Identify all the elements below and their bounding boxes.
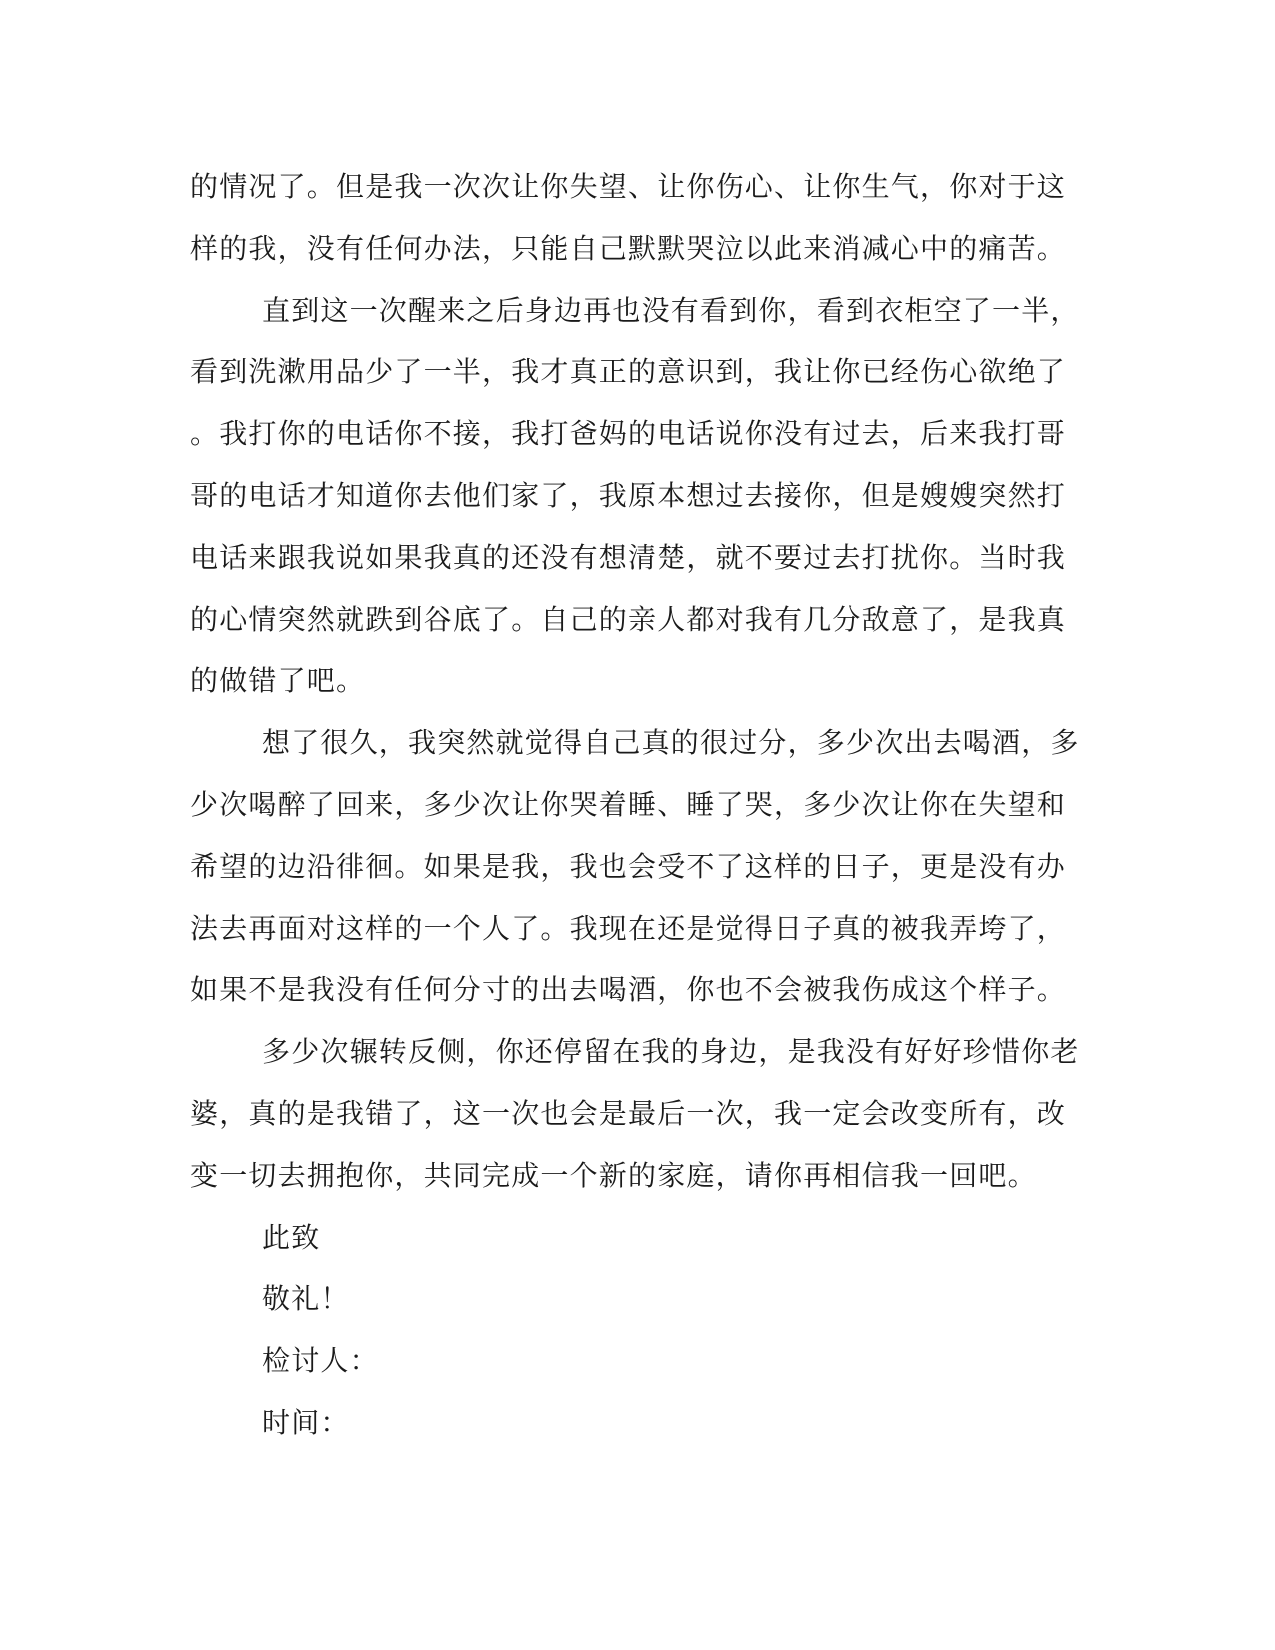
- text-line: 如果不是我没有任何分寸的出去喝酒，你也不会被我伤成这个样子。: [190, 973, 1067, 1007]
- letter-body: [190, 156, 1090, 1454]
- closing-salutation: 此致: [262, 1220, 321, 1254]
- text-line: 婆，真的是我错了，这一次也会是最后一次，我一定会改变所有，改: [190, 1096, 1067, 1130]
- text-line: 哥的电话才知道你去他们家了，我原本想过去接你，但是嫂嫂突然打: [190, 478, 1067, 512]
- text-line: 法去再面对这样的一个人了。我现在还是觉得日子真的被我弄垮了，: [190, 911, 1067, 945]
- text-line: 的做错了吧。: [190, 664, 366, 698]
- text-line: 希望的边沿徘徊。如果是我，我也会受不了这样的日子，更是没有办: [190, 849, 1067, 883]
- paragraph-start-line: 直到这一次醒来之后身边再也没有看到你，看到衣柜空了一半，: [262, 293, 1080, 327]
- text-line: 电话来跟我说如果我真的还没有想清楚，就不要过去打扰你。当时我: [190, 540, 1067, 574]
- signer-label: 检讨人：: [262, 1344, 379, 1378]
- text-line: 变一切去拥抱你，共同完成一个新的家庭，请你再相信我一回吧。: [190, 1158, 1037, 1192]
- text-line: 看到洗漱用品少了一半，我才真正的意识到，我让你已经伤心欲绝了: [190, 355, 1067, 389]
- text-line: 的情况了。但是我一次次让你失望、让你伤心、让你生气，你对于这: [190, 170, 1067, 203]
- text-line: 的心情突然就跌到谷底了。自己的亲人都对我有几分敌意了，是我真: [190, 602, 1067, 636]
- paragraph-start-line: 多少次辗转反侧，你还停留在我的身边，是我没有好好珍惜你老: [262, 1035, 1080, 1069]
- text-line: 少次喝醉了回来，多少次让你哭着睡、睡了哭，多少次让你在失望和: [190, 787, 1067, 821]
- closing-regards: 敬礼！: [262, 1282, 350, 1316]
- date-label: 时间：: [262, 1405, 350, 1439]
- text-line: 。我打你的电话你不接，我打爸妈的电话说你没有过去，后来我打哥: [190, 417, 1067, 451]
- text-line: 样的我，没有任何办法，只能自己默默哭泣以此来消减心中的痛苦。: [190, 231, 1067, 265]
- paragraph-start-line: 想了很久，我突然就觉得自己真的很过分，多少次出去喝酒，多: [262, 726, 1080, 760]
